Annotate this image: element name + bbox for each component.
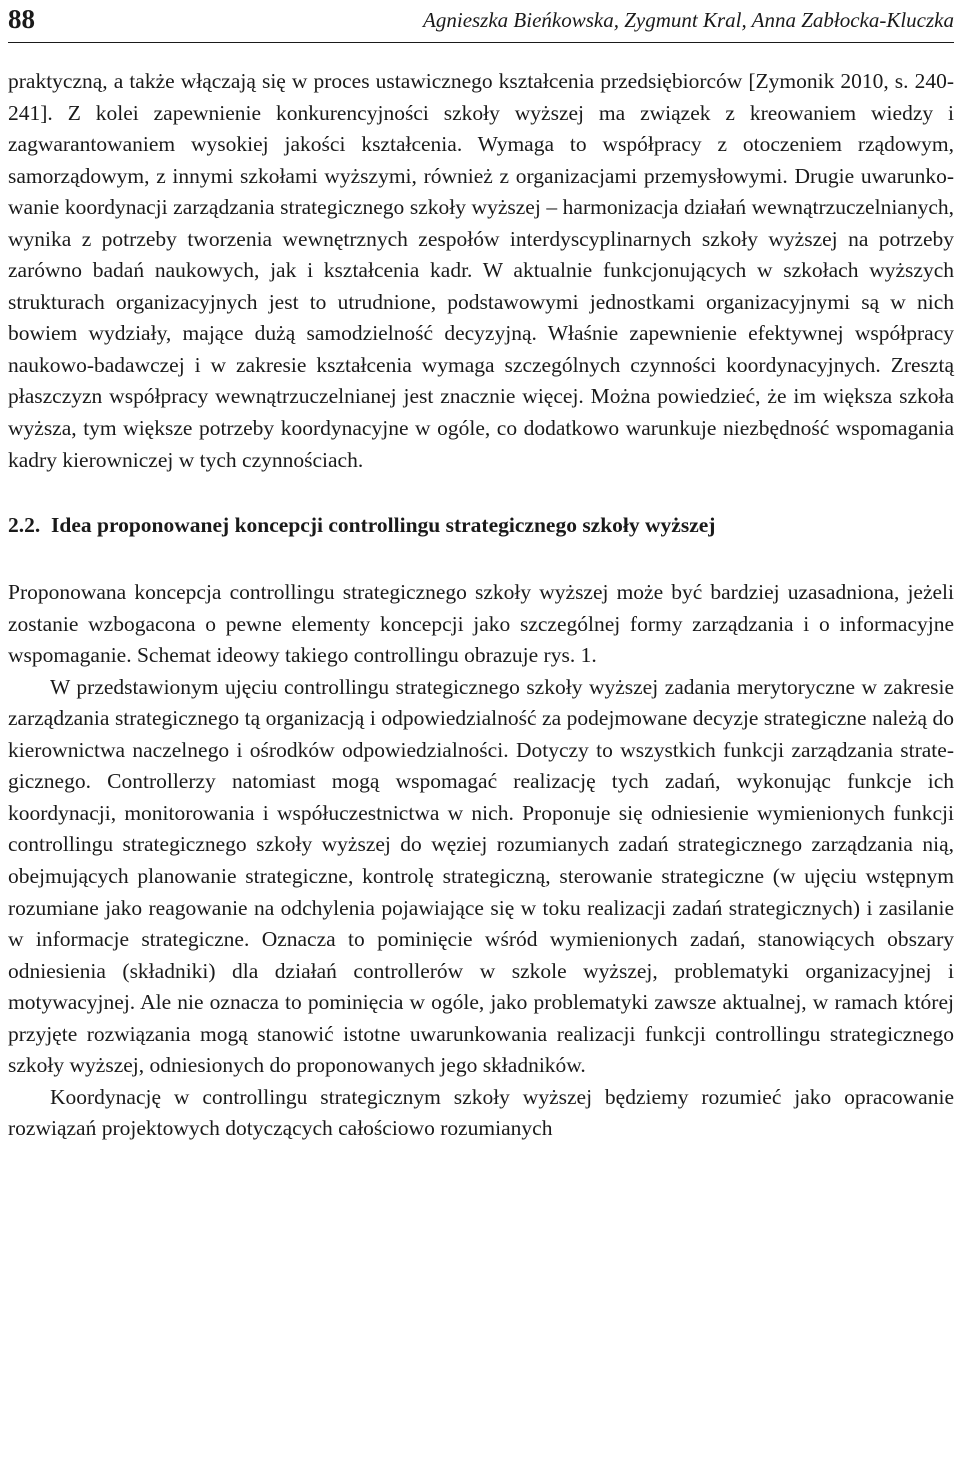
section-title: Idea proponowanej koncepcji controllingu strategicznego szkoły wyższej <box>51 513 716 538</box>
running-head-authors: Agnieszka Bieńkowska, Zygmunt Kral, Anna Zabłocka-Kluczka <box>423 8 954 32</box>
body-text <box>8 66 954 1145</box>
page-number: 88 <box>8 4 35 34</box>
section-heading <box>8 510 954 541</box>
paragraph: Proponowana koncepcja controllingu strategicznego szkoły wyższej może być bardziej uzasadniona, jeżeli zostanie wzbogacona o pewne elementy koncepcji jako szczególnej formy zarządzania i o informacyjne wspomaganie. Schemat ideowy takiego controllingu obrazuje rys. 1. <box>8 580 954 668</box>
running-header <box>8 0 954 43</box>
section-number: 2.2. <box>8 513 41 538</box>
document-page <box>8 0 954 1145</box>
paragraph: Koordynację w controllingu strategicznym szkoły wyższej będziemy rozumieć jako opracowanie rozwiązań projektowych dotyczących całościowo rozumianych <box>8 1084 954 1141</box>
paragraph: W przedstawionym ujęciu controllingu strategicznego szkoły wyższej zadania merytoryczne w zakresie zarządzania strategicznego tą organizacją i odpowiedzialność za podejmowane decyzje strategiczne należą do kierownictwa naczelnego i ośrodków odpowiedzialności. Dotyczy to wszystkich funkcji zarządzania strategicznego. Controllerzy natomiast mogą wspomagać realizację tych zadań, wykonując funkcje ich koordynacji, monitorowania i współuczestnictwa w nich. Proponuje się odniesienie wymienionych funkcji controllingu strategicznego szkoły wyższej do węziej rozumianych zadań strategicznego zarządzania nią, obejmujących planowanie strategiczne, kontrolę strategiczną, sterowanie strategiczne (w ujęciu wstępnym rozumiane jako reagowanie na odchylenia pojawiające się w toku realizacji zadań strategicznych) i zasilanie w informacje strategiczne. Oznacza to pominięcie wśród wymienionych zadań, stanowiących obszary odniesienia (składniki) dla działań controllerów w szkole wyższej, problematyki organizacyjnej i motywacyjnej. Ale nie oznacza to pominięcia w ogóle, jako problematyki zawsze aktualnej, w ramach której przyjęte rozwiązania mogą stanowić istotne uwarunkowania realizacji funkcji controllingu strategicznego szkoły wyższej, odniesionych do proponowanych jego składników. <box>8 674 954 1078</box>
paragraph-continuation: praktyczną, a także włączają się w proces ustawicznego kształcenia przedsiębiorców [Zymonik 2010, s. 240-241]. Z kolei zapewnienie konkurencyjności szkoły wyższej ma związek z kreowaniem wiedzy i zagwarantowaniem wysokiej jakości kształcenia. Wymaga to współpracy z otoczeniem rządowym, samorządowym, z innymi szkołami wyższymi, również z organizacjami przemysłowymi. Drugie uwarunkowanie koordynacji zarządzania strategicznego szkoły wyższej – harmonizacja działań wewnątrzuczelnianych, wynika z potrzeby tworzenia wewnętrznych zespołów interdyscyplinarnych szkoły wyższej na potrzeby zarówno badań naukowych, jak i kształcenia kadr. W aktualnie funkcjonujących w szkołach wyższych strukturach organizacyjnych jest to utrudnione, podstawowymi jednostkami organizacyjnymi są w nich bowiem wydziały, mające dużą samodzielność decyzyjną. Właśnie zapewnienie efektywnej współpracy naukowo-badawczej i w zakresie kształcenia wymaga szczególnych czynności koordynacyjnych. Zresztą płaszczyzn współpracy wewnątrzuczelnianej jest znacznie więcej. Można powiedzieć, że im większa szkoła wyższa, tym większe potrzeby koordynacyjne w ogóle, co dodatkowo warunkuje niezbędność wspomagania kadry kierowniczej w tych czynnościach. <box>8 69 954 472</box>
